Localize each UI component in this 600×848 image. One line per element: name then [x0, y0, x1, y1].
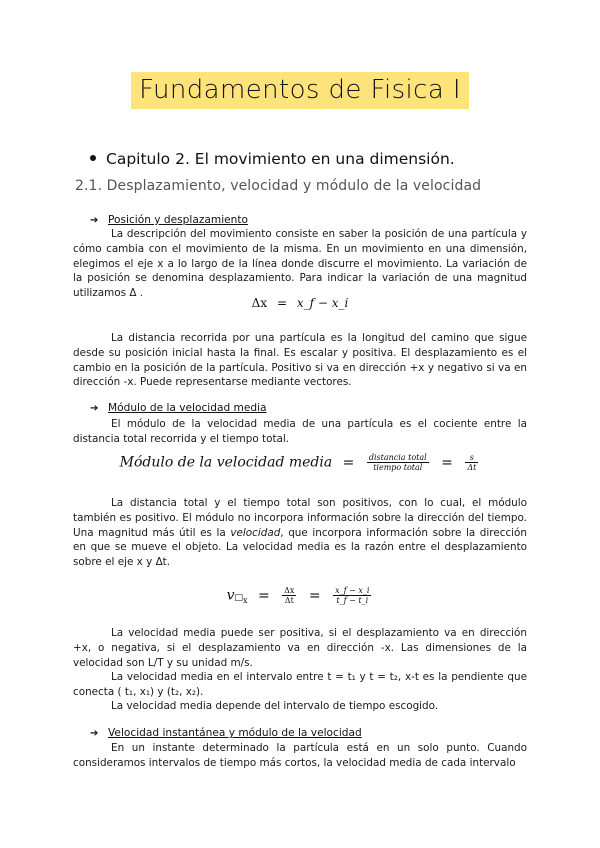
title-wrap	[0, 72, 600, 109]
arrow-right-icon: ➔	[90, 215, 99, 226]
subsection-label: Módulo de la velocidad media	[108, 402, 267, 414]
formula-rhs: x_f − x_i	[296, 296, 349, 310]
fraction	[333, 586, 371, 605]
formula-displacement	[0, 296, 600, 310]
paragraph-text: , que incorpora información sobre la dirección en que se mueve el objeto. La velocidad media es la razón entre el desplazamiento sobre el eje x y Δt.	[73, 526, 527, 569]
fraction-denominator: Δt	[467, 463, 477, 472]
chapter-heading	[90, 150, 455, 168]
page-title: Fundamentos de Fisica I	[131, 72, 469, 109]
formula-average-speed: Módulo de la velocidad media = $\frac{\text{distancia total}}{\text{tiempo total}}$ = $\frac{s}{\Delta t}$	[119, 453, 477, 472]
paragraph-text: La distancia total y el tiempo total son positivos, con lo cual, el módulo también es positivo. El módulo no incorpora información sobre la dirección del tiempo. Una magnitud más útil es la	[73, 497, 527, 539]
subsection-label: Velocidad instantánea y módulo de la velocidad	[108, 727, 362, 739]
paragraph: La descripción del movimiento consiste en saber la posición de una partícula y cómo cambia con el movimiento de la misma. En un movimiento en una dimensión, elegimos el eje x a lo largo de la línea donde discurre el movimiento. La variación de la posición se denomina desplazamiento. Para indicar la variación de una magnitud utilizamos Δ .	[73, 228, 527, 300]
arrow-right-icon: ➔	[90, 728, 99, 739]
bullet-icon	[90, 155, 96, 161]
paragraph: En un instante determinado la partícula está en un solo punto. Cuando consideramos intervalos de tiempo más cortos, la velocidad media de cada intervalo	[73, 742, 527, 769]
fraction-denominator: tiempo total	[373, 463, 423, 472]
fraction-denominator: t_f − t_i	[336, 596, 369, 605]
formula-lhs: Δx	[251, 296, 268, 310]
subsection-heading	[90, 402, 267, 414]
chapter-label: Capitulo 2. El movimiento en una dimensión.	[106, 150, 455, 168]
formula-equals: =	[276, 296, 287, 310]
fraction	[367, 453, 429, 472]
paragraph: La velocidad media en el intervalo entre t = t₁ y t = t₂, x-t es la pendiente que conecta ( t₁, x₁) y (t₂, x₂).	[73, 671, 527, 698]
fraction-denominator: Δt	[284, 596, 294, 605]
arrow-right-icon: ➔	[90, 403, 99, 414]
paragraph: El módulo de la velocidad media de una partícula es el cociente entre la distancia total recorrida y el tiempo total.	[73, 418, 527, 445]
subsection-heading	[90, 214, 248, 226]
section-heading: 2.1. Desplazamiento, velocidad y módulo de la velocidad	[75, 178, 482, 194]
formula-lhs: Módulo de la velocidad media	[119, 454, 333, 471]
emphasis-text: velocidad	[230, 526, 281, 539]
subsection-label: Posición y desplazamiento	[108, 214, 249, 226]
paragraph	[73, 496, 527, 570]
formula-lhs: v	[226, 587, 235, 604]
fraction-numerator: distancia total	[368, 453, 427, 462]
fraction-numerator: Δx	[284, 586, 295, 595]
fraction	[465, 453, 478, 472]
formula-average-velocity: v□x = $\frac{\Delta x}{\Delta t}$ = $\frac{x\_f - x\_i}{t\_f - t\_i}$	[226, 586, 370, 605]
paragraph: La distancia recorrida por una partícula es la longitud del camino que sigue desde su posición inicial hasta la final. Es escalar y positiva. El desplazamiento es el cambio en la posición de la partícula. Positivo si va en dirección +x y negativo si va en dirección -x. Puede representarse mediante vectores.	[73, 332, 527, 389]
fraction	[282, 586, 296, 605]
fraction-numerator: s	[465, 453, 478, 463]
paragraph: La velocidad media depende del intervalo de tiempo escogido.	[111, 700, 439, 712]
paragraph: La velocidad media puede ser positiva, si el desplazamiento va en dirección +x, o negativa, si el desplazamiento va en dirección -x. Las dimensiones de la velocidad son L/T y su unidad m/s.	[73, 627, 527, 669]
fraction-numerator: x_f − x_i	[335, 586, 370, 595]
subsection-heading	[90, 727, 362, 739]
